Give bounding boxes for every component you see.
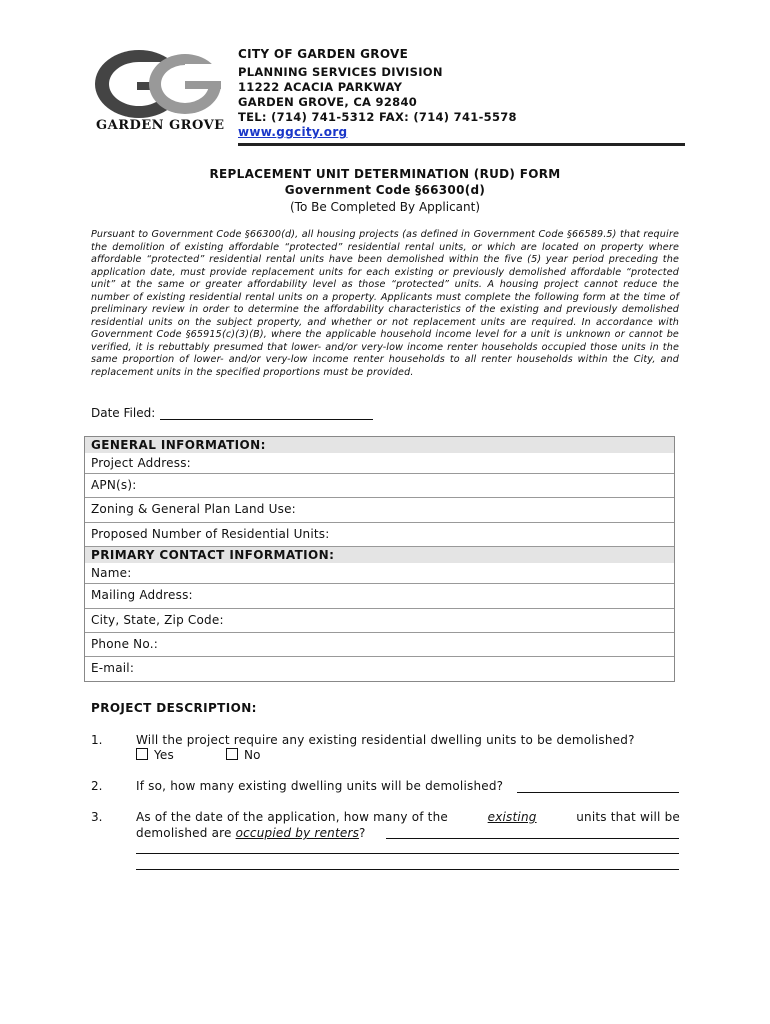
question-3-text-b: units that will be [576,810,680,824]
yes-label: Yes [154,748,174,762]
date-filed-field[interactable] [160,419,373,420]
city-state-zip-field[interactable]: City, State, Zip Code: [85,608,674,632]
header-rule [238,143,685,146]
header-tel-fax: TEL: (714) 741-5312 FAX: (714) 741-5578 [238,110,517,124]
form-subtitle-code: Government Code §66300(d) [284,183,486,197]
form-title: REPLACEMENT UNIT DETERMINATION (RUD) FORM [209,167,561,181]
logo-caption: GARDEN GROVE [96,118,225,133]
question-2-answer-line[interactable] [517,792,679,793]
name-field[interactable]: Name: [85,563,674,583]
info-table [84,436,675,682]
question-1-options [136,748,261,762]
question-3-answer-line-3[interactable] [136,869,679,870]
phone-field[interactable]: Phone No.: [85,632,674,656]
header-website-link[interactable]: www.ggcity.org [238,125,348,139]
contact-info-section [85,546,674,583]
question-3-number: 3. [91,810,103,824]
email-field[interactable]: E-mail: [85,656,674,680]
question-3-line-1 [136,810,680,824]
no-label: No [244,748,261,762]
yes-checkbox[interactable] [136,748,148,760]
project-description-heading: PROJECT DESCRIPTION: [91,701,257,715]
apn-field[interactable]: APN(s): [85,473,674,497]
general-info-heading: GENERAL INFORMATION: [91,438,266,452]
question-3-text-c: demolished are [136,826,232,840]
question-3-occupied: occupied by renters [235,826,360,840]
question-1-number: 1. [91,733,103,747]
question-2-text: If so, how many existing dwelling units will be demolished? [136,779,504,793]
question-3-text-a: As of the date of the application, how many of the [136,810,448,824]
contact-info-heading: PRIMARY CONTACT INFORMATION: [91,548,335,563]
question-2-number: 2. [91,779,103,793]
question-3-line-2 [136,826,366,840]
no-checkbox[interactable] [226,748,238,760]
question-3-answer-line-1[interactable] [386,838,679,839]
question-3-answer-line-2[interactable] [136,853,679,854]
question-3-qmark: ? [359,826,366,840]
general-info-section [85,437,674,473]
question-3-existing: existing [487,810,537,824]
intro-paragraph: Pursuant to Government Code §66300(d), all housing projects (as defined in Government Code §66589.5) that require the demolition of existing affordable “protected” residential rental units, or which are located on property where affordable “protected” residential rental units have been demolished within the five (5) year period preceding the application date, must provide replacement units for each existing or previously demolished affordable “protected unit” at the same or greater affordability level as those “protected” units. A housing project cannot reduce the number of existing residential rental units on a property. Applicants must complete the following form at the time of preliminary review in order to determine the affordability characteristics of the existing and previously demolished residential units on the subject property, and whether or not replacement units are required. In accordance with Government Code §65915(c)(3)(B), where the applicable household income level for a unit is unknown or cannot be verified, it is rebuttably presumed that lower- and/or very-low income renter households occupied those units in the same proportion of lower- and/or very-low income renter households to all renter households within the City, and replacement units in the specified proportions must be provided. [91,229,679,379]
header-city: CITY OF GARDEN GROVE [238,47,409,61]
header-city-state-zip: GARDEN GROVE, CA 92840 [238,95,418,109]
header-address: 11222 ACACIA PARKWAY [238,80,403,94]
date-filed-label: Date Filed: [91,406,156,420]
residential-units-field[interactable]: Proposed Number of Residential Units: [85,522,674,546]
question-1-text: Will the project require any existing residential dwelling units to be demolished? [136,733,635,747]
project-address-field[interactable]: Project Address: [85,453,674,473]
mailing-address-field[interactable]: Mailing Address: [85,583,674,607]
zoning-field[interactable]: Zoning & General Plan Land Use: [85,497,674,521]
form-subtitle-instruction: (To Be Completed By Applicant) [289,200,481,214]
header-division: PLANNING SERVICES DIVISION [238,65,443,79]
